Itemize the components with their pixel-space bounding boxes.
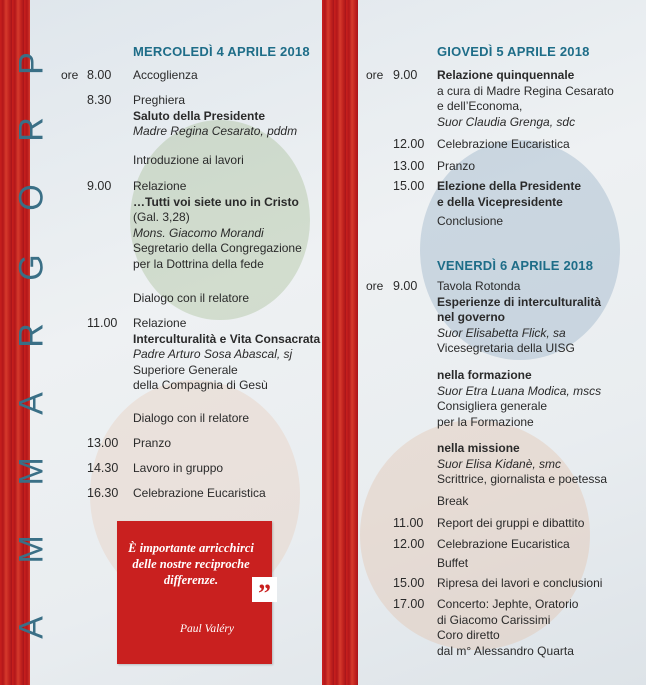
quote-author: Paul Valéry	[180, 623, 234, 635]
schedule-item: Tavola Rotonda Esperienze di interculturalità nel governo Suor Elisabetta Flick, sa Vicesegretaria della UISG	[437, 279, 602, 355]
time-label: 11.00	[393, 516, 424, 530]
schedule-item: Dialogo con il relatore	[133, 411, 250, 425]
title-letter: R	[12, 323, 51, 348]
time-label: 9.00	[393, 279, 418, 293]
schedule-item: Conclusione	[437, 214, 504, 228]
schedule-item: Dialogo con il relatore	[133, 291, 250, 305]
schedule-item: Break	[437, 494, 469, 508]
time-label: 12.00	[393, 137, 425, 151]
quote-mark-icon: ”	[252, 577, 277, 602]
middle-red-stripe	[322, 0, 358, 685]
schedule-item: Ripresa dei lavori e conclusioni	[437, 576, 603, 590]
quote-text: È importante arricchirci delle nostre reciproche differenze.	[128, 541, 254, 587]
time-label: 8.30	[87, 93, 112, 107]
title-letter: G	[12, 254, 51, 281]
ore-label: ore	[366, 68, 384, 82]
schedule-item: Pranzo	[133, 436, 172, 450]
schedule-item: nella formazione Suor Etra Luana Modica, mscs Consigliera generale per la Formazione	[437, 368, 602, 429]
schedule-item: Elezione della Presidente e della Vicepresidente	[437, 179, 582, 209]
title-letter: M	[12, 457, 51, 486]
time-label: 16.30	[87, 486, 119, 500]
time-label: 8.00	[87, 68, 112, 82]
time-label: 13.00	[87, 436, 119, 450]
time-label: 12.00	[393, 537, 425, 551]
title-letter: A	[12, 616, 51, 639]
schedule-item: Preghiera Saluto della Presidente Madre Regina Cesarato, pddm	[133, 93, 298, 138]
schedule-item: Lavoro in gruppo	[133, 461, 224, 475]
friday-heading: VENERDÌ 6 APRILE 2018	[437, 258, 594, 273]
time-label: 15.00	[393, 576, 425, 590]
quote-box	[117, 521, 272, 664]
title-letter: P	[12, 52, 51, 75]
schedule-item: Relazione Interculturalità e Vita Consacrata Padre Arturo Sosa Abascal, sj Superiore Generale della Compagnia di Gesù	[133, 316, 321, 392]
schedule-item: Celebrazione Eucaristica	[437, 137, 570, 151]
schedule-item: Buffet	[437, 556, 469, 570]
wednesday-heading: MERCOLEDÌ 4 APRILE 2018	[133, 44, 310, 59]
time-label: 14.30	[87, 461, 119, 475]
title-letter: O	[12, 184, 51, 211]
schedule-item: Relazione quinquennale a cura di Madre Regina Cesarato e dell’Economa, Suor Claudia Grenga, sdc	[437, 68, 614, 129]
ore-label: ore	[61, 68, 79, 82]
ore-label: ore	[366, 279, 384, 293]
time-label: 11.00	[87, 316, 118, 330]
time-label: 9.00	[393, 68, 418, 82]
schedule-item: Concerto: Jephte, Oratorio di Giacomo Carissimi Coro diretto dal m° Alessandro Quarta	[437, 597, 579, 658]
schedule-item: Relazione …Tutti voi siete uno in Cristo (Gal. 3,28) Mons. Giacomo Morandi Segretario della Congregazione per la Dottrina della fede	[133, 179, 302, 271]
schedule-item: Introduzione ai lavori	[133, 153, 244, 167]
time-label: 17.00	[393, 597, 425, 611]
title-letter: A	[12, 392, 51, 415]
schedule-item: Accoglienza	[133, 68, 198, 82]
schedule-item: Celebrazione Eucaristica	[133, 486, 266, 500]
thursday-heading: GIOVEDÌ 5 APRILE 2018	[437, 44, 590, 59]
schedule-item: Pranzo	[437, 159, 476, 173]
time-label: 9.00	[87, 179, 112, 193]
time-label: 15.00	[393, 179, 425, 193]
schedule-item: nella missione Suor Elisa Kidanè, smc Scrittrice, giornalista e poetessa	[437, 441, 608, 486]
title-letter: R	[12, 117, 51, 142]
time-label: 13.00	[393, 159, 425, 173]
title-letter: M	[12, 535, 51, 564]
schedule-item: Report dei gruppi e dibattito	[437, 516, 585, 530]
schedule-item: Celebrazione Eucaristica	[437, 537, 570, 551]
